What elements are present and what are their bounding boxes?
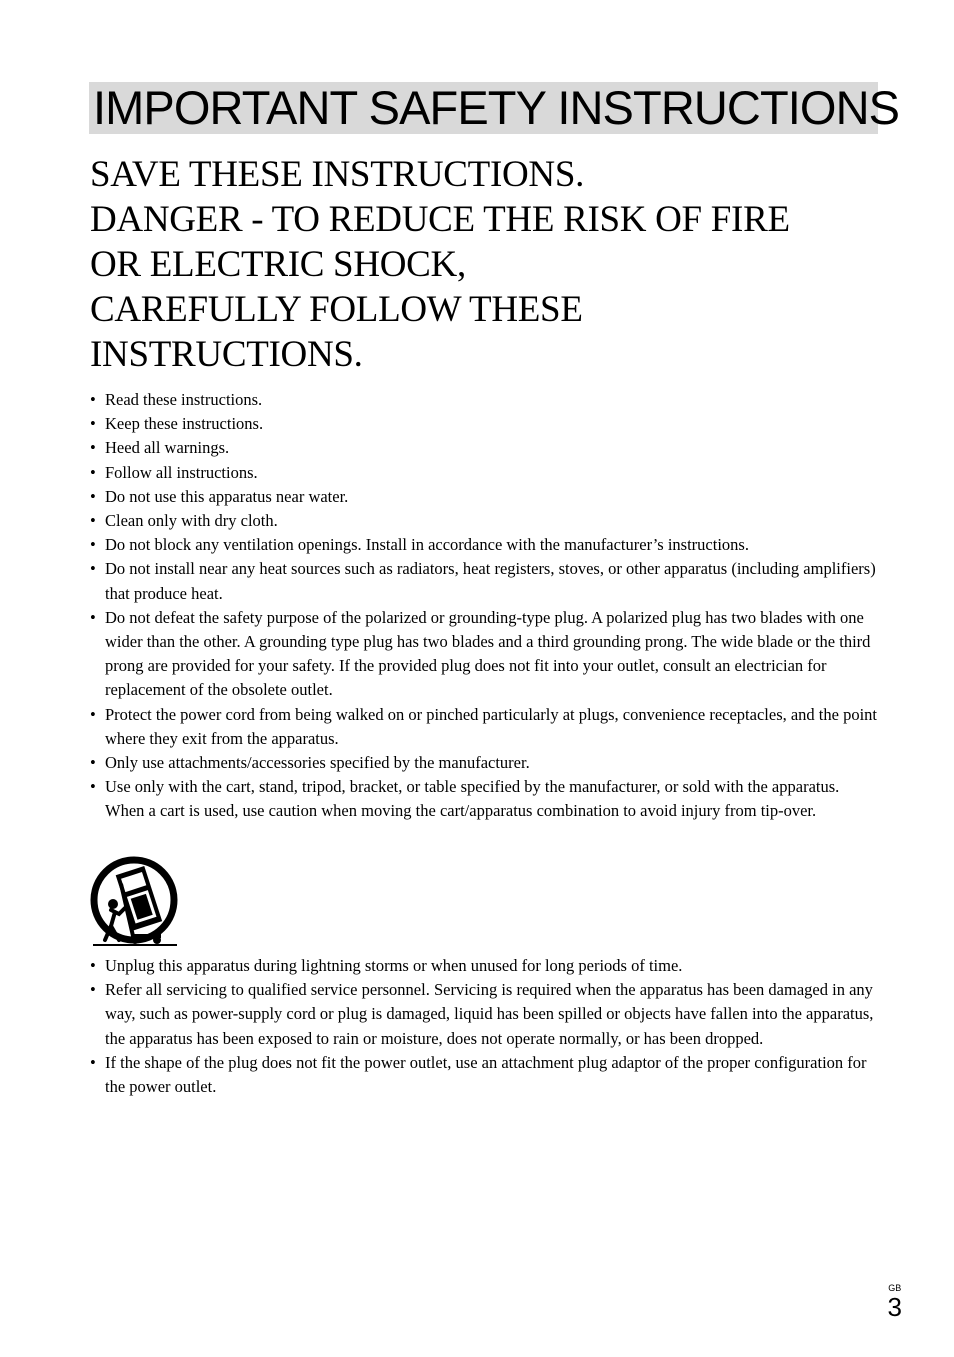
page-title: IMPORTANT SAFETY INSTRUCTIONS	[93, 81, 900, 134]
subheading-line: CAREFULLY FOLLOW THESE	[90, 289, 583, 330]
list-item: • If the shape of the plug does not fit the power outlet, use an attachment plug adaptor of the proper configuration for the power outlet.	[90, 1051, 882, 1099]
list-item: • Follow all instructions.	[90, 461, 882, 485]
safety-list-top	[90, 388, 882, 824]
page-region-label: GB	[888, 1283, 902, 1293]
page-number	[888, 1283, 902, 1321]
subheading-line: DANGER - TO REDUCE THE RISK OF FIRE	[90, 199, 790, 240]
page-number-value: 3	[887, 1292, 902, 1322]
list-item: • Unplug this apparatus during lightning storms or when unused for long periods of time.	[90, 954, 882, 978]
list-item: • Heed all warnings.	[90, 436, 882, 460]
list-item: • Do not defeat the safety purpose of the polarized or grounding-type plug. A polarized plug has two blades with one wider than the other. A grounding type plug has two blades and a third grounding prong. The wide blade or the third prong are provided for your safety. If the provided plug does not fit into your outlet, consult an electrician for replacement of the obsolete outlet.	[90, 606, 882, 703]
title-bar	[89, 81, 900, 134]
list-item: • Use only with the cart, stand, tripod, bracket, or table specified by the manufacturer, or sold with the apparatus. When a cart is used, use caution when moving the cart/apparatus combination to avoid injury from tip-over.	[90, 775, 882, 823]
list-item: • Only use attachments/accessories specified by the manufacturer.	[90, 751, 882, 775]
list-item: • Do not install near any heat sources such as radiators, heat registers, stoves, or other apparatus (including amplifiers) that produce heat.	[90, 557, 882, 605]
safety-list-bottom	[90, 954, 882, 1099]
list-item: • Do not use this apparatus near water.	[90, 485, 882, 509]
subheading-line: INSTRUCTIONS.	[90, 334, 363, 375]
list-item: • Refer all servicing to qualified service personnel. Servicing is required when the apparatus has been damaged in any way, such as power-supply cord or plug is damaged, liquid has been spilled or objects have fallen into the apparatus, the apparatus has been exposed to rain or moisture, does not operate normally, or has been dropped.	[90, 978, 882, 1051]
subheading-line: SAVE THESE INSTRUCTIONS.	[90, 154, 585, 195]
list-item: • Clean only with dry cloth.	[90, 509, 882, 533]
list-item: • Keep these instructions.	[90, 412, 882, 436]
list-item: • Do not block any ventilation openings. Install in accordance with the manufacturer’s instructions.	[90, 533, 882, 557]
cart-tip-over-warning-icon	[89, 856, 179, 948]
subheading-line: OR ELECTRIC SHOCK,	[90, 244, 466, 285]
danger-subheading	[90, 152, 890, 377]
list-item: • Protect the power cord from being walked on or pinched particularly at plugs, convenience receptacles, and the point where they exit from the apparatus.	[90, 703, 882, 751]
list-item: • Read these instructions.	[90, 388, 882, 412]
